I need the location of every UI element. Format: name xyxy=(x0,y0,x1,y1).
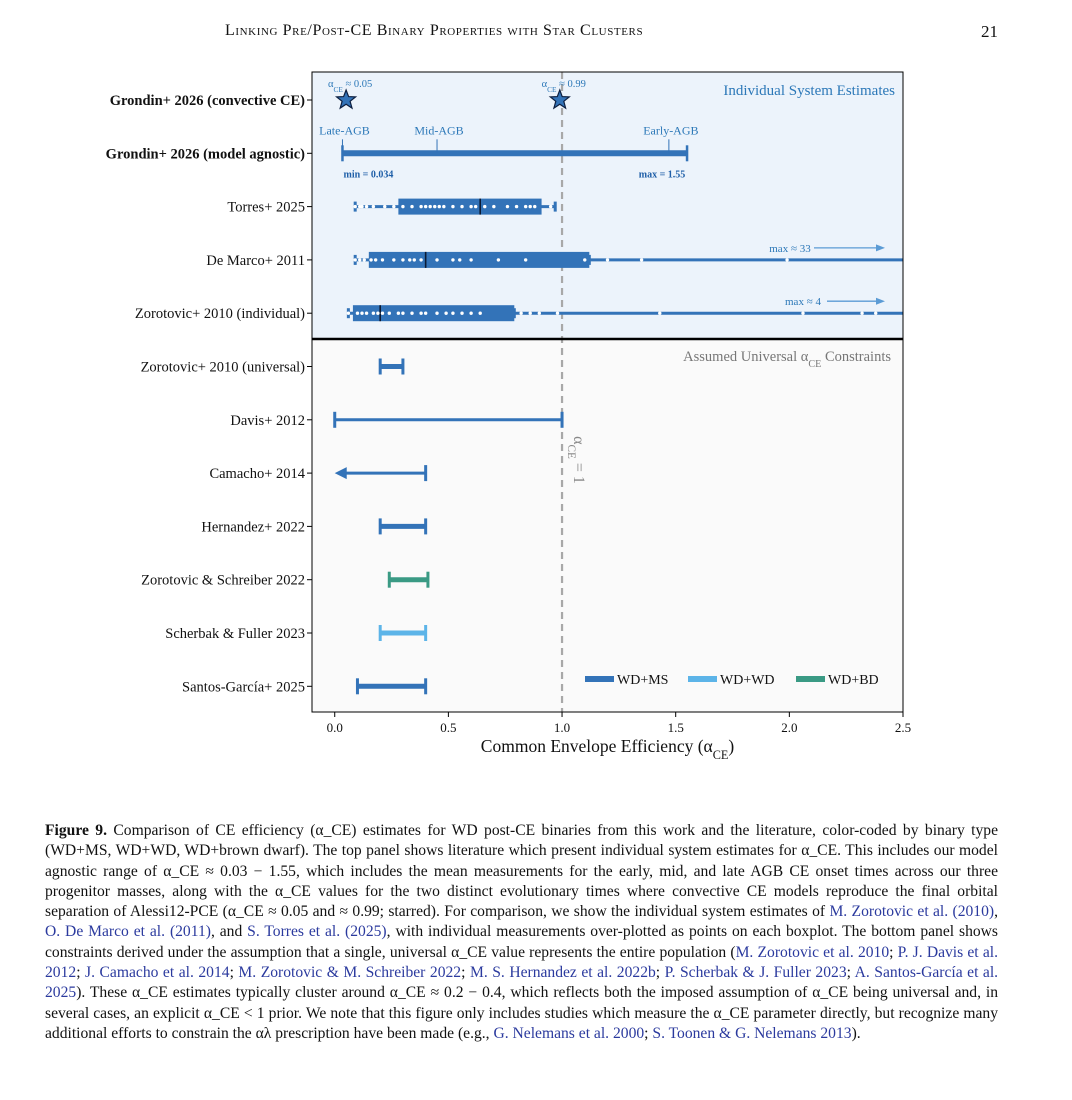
citation-link[interactable]: A. Santos-García et al. 2025 xyxy=(45,964,999,1002)
data-point xyxy=(529,205,532,208)
tail-label: max ≈ 33 xyxy=(769,242,811,255)
row-label: Zorotovic+ 2010 (universal) xyxy=(140,359,305,376)
data-point xyxy=(549,205,552,208)
data-point xyxy=(474,205,477,208)
data-point xyxy=(401,205,404,208)
data-point xyxy=(435,258,438,261)
data-point xyxy=(369,258,372,261)
data-point xyxy=(408,258,411,261)
top-panel-title: Individual System Estimates xyxy=(723,83,895,99)
data-point xyxy=(529,312,532,315)
data-point xyxy=(524,258,527,261)
data-point xyxy=(347,312,350,315)
data-point xyxy=(419,258,422,261)
data-point xyxy=(874,312,877,315)
agb-marker-label: Late-AGB xyxy=(319,123,370,138)
data-point xyxy=(469,258,472,261)
data-point xyxy=(451,258,454,261)
data-point xyxy=(438,205,441,208)
row-label: Torres+ 2025 xyxy=(227,199,305,216)
data-point xyxy=(424,205,427,208)
agb-marker-label: Early-AGB xyxy=(643,123,699,138)
citation-link[interactable]: P. J. Davis et al. 2012 xyxy=(45,943,998,982)
data-point xyxy=(410,205,413,208)
data-point xyxy=(358,258,361,261)
data-point xyxy=(372,312,375,315)
x-axis-label: Common Envelope Efficiency $(\alpha_{CE})$ xyxy=(480,736,735,762)
data-point xyxy=(360,205,363,208)
range-max-label: max = 1.55 xyxy=(638,169,686,181)
data-point xyxy=(429,205,432,208)
agb-marker-label: Mid-AGB xyxy=(414,123,464,138)
data-point xyxy=(401,258,404,261)
citation-link[interactable]: M. Zorotovic & M. Schreiber 2022 xyxy=(238,964,462,982)
data-point xyxy=(497,258,500,261)
citation-link[interactable]: M. Zorotovic et al. (2010) xyxy=(829,903,995,921)
row-label: Davis+ 2012 xyxy=(230,412,305,429)
range-min-label: min = 0.034 xyxy=(343,169,394,181)
caption-text: ). xyxy=(851,1024,861,1042)
data-point xyxy=(419,312,422,315)
data-point xyxy=(392,205,395,208)
caption-text: ). These α_CE estimates typically cluster around α_CE ≈ 0.2 − 0.4, which reflects both the imposed assumption of α_CE being universal and, in several cases, an explicit α_CE < 1 prior. We note that this figure only includes studies which measure the α_CE parameter directly, but recognize many additional efforts to constrain the αλ prescription have been made (e.g., xyxy=(45,984,998,1042)
citation-link[interactable]: M. Zorotovic et al. 2010 xyxy=(735,943,890,961)
data-point xyxy=(397,312,400,315)
data-point xyxy=(353,205,356,208)
data-point xyxy=(442,205,445,208)
x-tick-label: 2.5 xyxy=(894,720,912,735)
running-title: Linking Pre/Post-CE Binary Properties with Star Clusters xyxy=(225,22,644,39)
data-point xyxy=(356,312,359,315)
data-point xyxy=(801,312,804,315)
data-point xyxy=(435,312,438,315)
figure-caption: Figure 9. Comparison of CE efficiency (α_CE) estimates for WD post-CE binaries from this work and the literature, color-coded by binary type (WD+MS, WD+WD, WD+brown dwarf). The top panel shows literature which present individual system estimates for α_CE. This includes our model agnostic range of α_CE ≈ 0.03 − 1.55, which includes the mean measurements for the early, mid, and late AGB CE onset times across our three progenitor masses, along with the α_CE values for the two distinct evolutionary times where convective CE models reproduce the final orbital separation of Alessi12-PCE (α_CE ≈ 0.05 and ≈ 0.99; starred). For comparison, we show the individual system estimates of M. Zorotovic et al. (2010), O. De Marco et al. (2011), and S. Torres et al. (2025), with individual measurements over-plotted as points on each boxplot. The bottom panel shows constraints derived under the assumption that a single, universal α_CE value represents the entire population (M. Zorotovic et al. 2010; P. J. Davis et al. 2012; J. Camacho et al. 2014; M. Zorotovic & M. Schreiber 2022; M. S. Hernandez et al. 2022b; P. Scherbak & J. Fuller 2023; A. Santos-García et al. 2025). These α_CE estimates typically cluster around α_CE ≈ 0.2 − 0.4, which reflects both the imposed assumption of α_CE being universal and, in several cases, an explicit α_CE < 1 prior. We note that this figure only includes studies which measure the α_CE parameter directly, but recognize many additional efforts to constrain the αλ prescription have been made (e.g., G. Nelemans et al. 2000; S. Toonen & G. Nelemans 2013). xyxy=(45,822,999,1042)
caption-label: Figure 9. xyxy=(45,822,107,839)
data-point xyxy=(583,258,586,261)
caption-text: , with individual measurements over-plotted as points on each boxplot. The bottom panel shows constraints derived under the assumption that a single, universal α_CE value represents the entire population ( xyxy=(45,923,998,961)
caption-text: , xyxy=(994,903,998,921)
data-point xyxy=(433,205,436,208)
data-point xyxy=(458,258,461,261)
data-point xyxy=(383,205,386,208)
row-label: Hernandez+ 2022 xyxy=(201,519,305,536)
star-label: $\alpha_{CE} \approx 0.99$ xyxy=(541,79,586,94)
caption-intro: Comparison of CE efficiency (α_CE) estimates for WD post-CE binaries from this work and the literature, color-coded by binary type (WD+MS, WD+WD, WD+brown dwarf). The top panel shows literature which present individual system estimates for α_CE. This includes our model agnostic range of α_CE ≈ 0.03 − 1.55, which includes the mean measurements for the early, mid, and late AGB CE onset times across our three progenitor masses, along with the α_CE values for the two distinct evolutionary times where convective CE models reproduce the final orbital separation of Alessi12-PCE (α_CE ≈ 0.05 and ≈ 0.99; starred). For comparison, we show the individual system estimates of xyxy=(45,822,999,921)
citation-link[interactable]: S. Toonen & G. Nelemans 2013 xyxy=(652,1024,852,1042)
row-label: Grondin+ 2026 (convective CE) xyxy=(109,93,305,109)
data-point xyxy=(519,312,522,315)
data-point xyxy=(419,205,422,208)
data-point xyxy=(785,258,788,261)
row-label: Camacho+ 2014 xyxy=(209,466,305,483)
data-point xyxy=(460,205,463,208)
citation-link[interactable]: J. Camacho et al. 2014 xyxy=(85,964,230,982)
reference-line-label: $\alpha_{CE} = 1$ xyxy=(565,436,588,484)
running-header xyxy=(45,22,998,44)
caption-text: , and xyxy=(210,923,248,941)
citation-link[interactable]: O. De Marco et al. (2011) xyxy=(45,923,211,941)
data-point xyxy=(860,312,863,315)
data-point xyxy=(401,312,404,315)
data-point xyxy=(374,258,377,261)
row-label: Scherbak & Fuller 2023 xyxy=(165,626,305,642)
data-point xyxy=(363,258,366,261)
data-point xyxy=(388,312,391,315)
legend-label: WD+WD xyxy=(720,673,775,688)
bottom-panel-title: Assumed Universal $\alpha_{CE}$ Constraints xyxy=(683,349,891,370)
data-point xyxy=(506,205,509,208)
data-point xyxy=(413,258,416,261)
data-point xyxy=(479,312,482,315)
citation-link[interactable]: P. Scherbak & J. Fuller 2023 xyxy=(664,964,847,982)
x-tick-label: 1.5 xyxy=(667,720,684,735)
x-tick-label: 1.0 xyxy=(553,720,571,735)
row-label: Santos-García+ 2025 xyxy=(182,679,305,696)
data-point xyxy=(524,205,527,208)
data-point xyxy=(658,312,661,315)
data-point xyxy=(360,312,363,315)
data-point xyxy=(451,205,454,208)
legend-label: WD+BD xyxy=(828,673,879,688)
data-point xyxy=(483,205,486,208)
data-point xyxy=(556,312,559,315)
row-label: Zorotovic & Schreiber 2022 xyxy=(141,572,305,589)
tail-label: max ≈ 4 xyxy=(785,296,821,309)
data-point xyxy=(469,205,472,208)
x-tick-label: 0.5 xyxy=(440,720,457,735)
page-number: 21 xyxy=(981,22,998,41)
data-point xyxy=(469,312,472,315)
data-point xyxy=(365,312,368,315)
row-label: De Marco+ 2011 xyxy=(206,252,305,269)
x-tick-label: 0.0 xyxy=(326,720,343,735)
legend-label: WD+MS xyxy=(617,673,669,688)
data-point xyxy=(460,312,463,315)
data-point xyxy=(640,258,643,261)
data-point xyxy=(353,258,356,261)
data-point xyxy=(392,258,395,261)
x-tick-label: 2.0 xyxy=(781,720,798,735)
data-point xyxy=(451,312,454,315)
data-point xyxy=(424,312,427,315)
data-point xyxy=(381,258,384,261)
data-point xyxy=(372,205,375,208)
data-point xyxy=(533,205,536,208)
data-point xyxy=(376,312,379,315)
star-label: $\alpha_{CE} \approx 0.05$ xyxy=(327,79,373,94)
row-label: Grondin+ 2026 (model agnostic) xyxy=(105,146,305,163)
row-label: Zorotovic+ 2010 (individual) xyxy=(134,306,305,323)
data-point xyxy=(444,312,447,315)
data-point xyxy=(410,312,413,315)
data-point xyxy=(365,205,368,208)
citation-link[interactable]: M. S. Hernandez et al. 2022b xyxy=(469,964,656,982)
data-point xyxy=(492,205,495,208)
data-point xyxy=(606,258,609,261)
citation-link[interactable]: S. Torres et al. (2025) xyxy=(247,923,387,941)
data-point xyxy=(538,312,541,315)
data-point xyxy=(515,205,518,208)
alpha-ce-figure xyxy=(0,60,1072,780)
citation-link[interactable]: G. Nelemans et al. 2000 xyxy=(493,1024,645,1042)
data-point xyxy=(381,312,384,315)
